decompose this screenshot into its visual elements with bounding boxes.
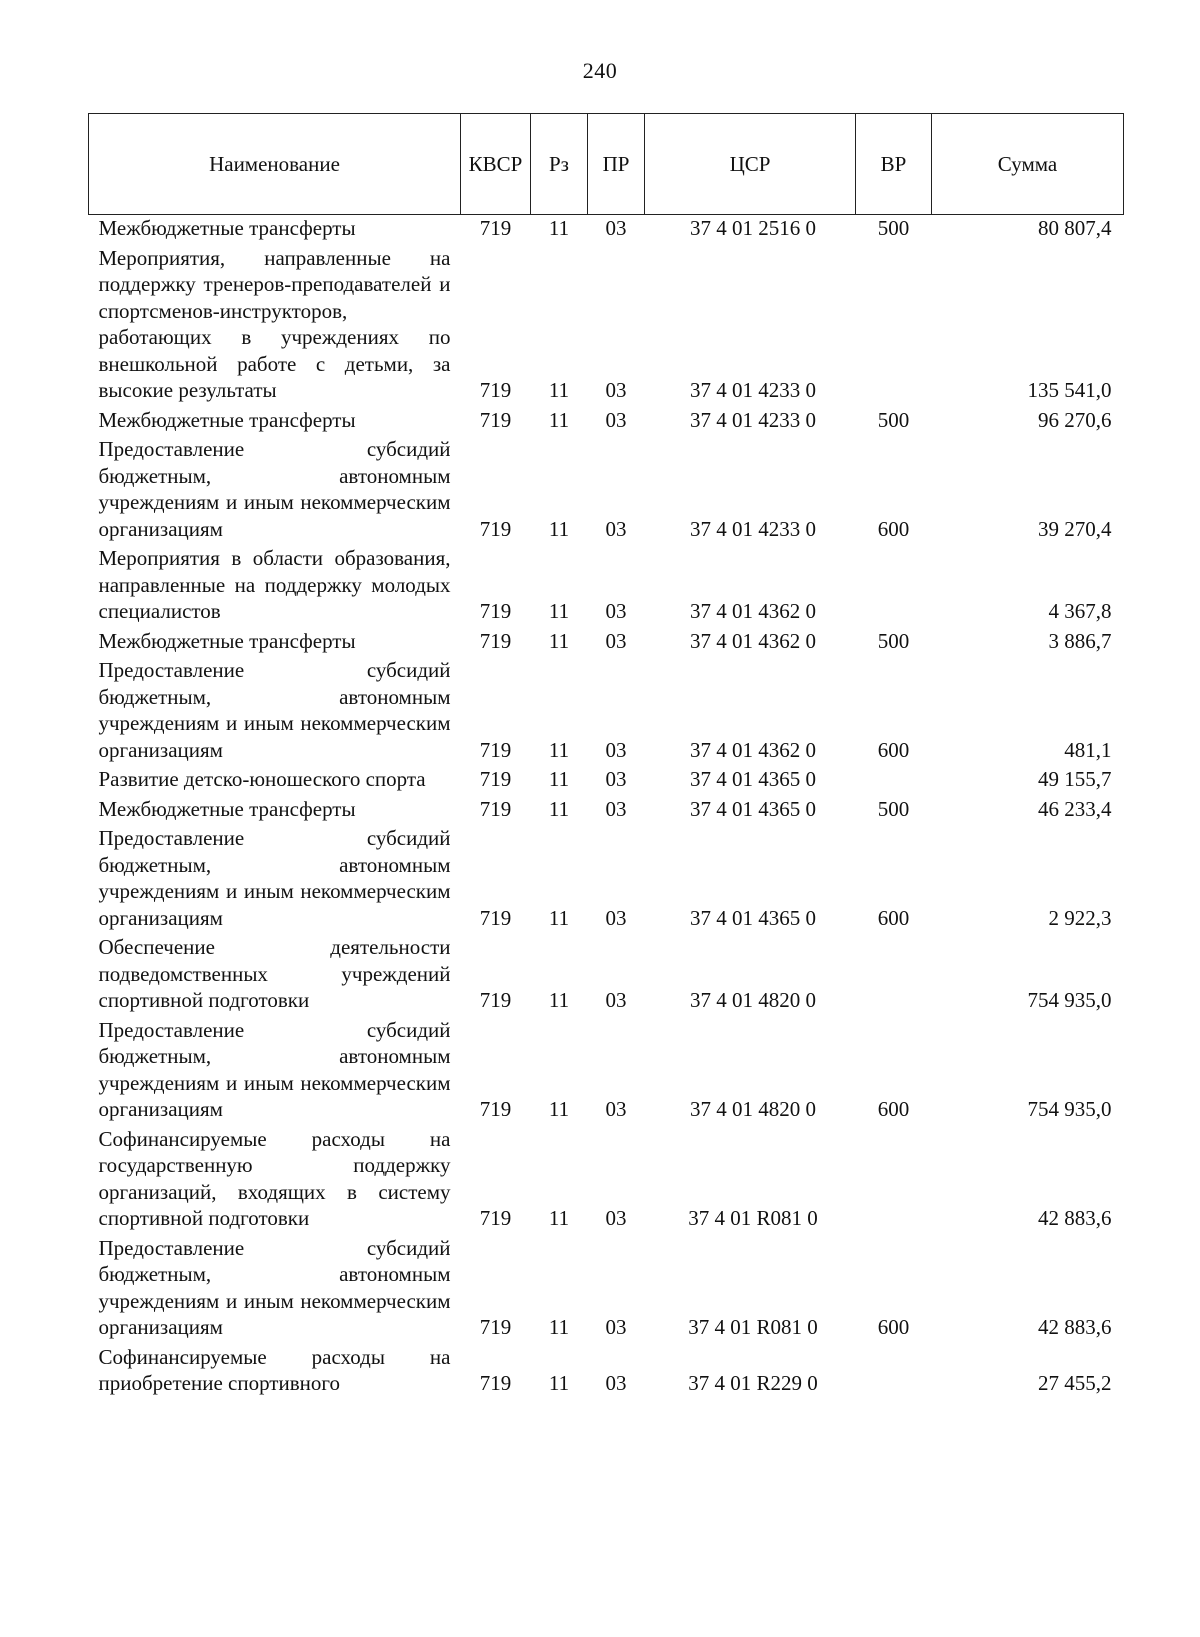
- cell-csr: 37 4 01 4362 0: [690, 599, 816, 623]
- cell-kvsr: 719: [479, 628, 512, 653]
- table-row: [89, 1017, 1124, 1126]
- cell-pr: 03: [605, 905, 627, 930]
- cell-sum: 754 935,0: [1027, 1097, 1112, 1121]
- cell-kvsr: 719: [479, 905, 512, 930]
- cell-csr: 37 4 01 4362 0: [690, 737, 816, 762]
- cell-name: Софинансируемые расходы на приобретение спортивного: [98, 1344, 451, 1395]
- header-rz: Рз: [531, 114, 588, 215]
- cell-name: Софинансируемые расходы на государственную поддержку организаций, входящих в систему спортивной подготовки: [98, 1126, 451, 1230]
- cell-vr: [856, 245, 932, 407]
- cell-kvsr: 719: [479, 216, 512, 240]
- cell-rz: 11: [548, 1206, 570, 1230]
- cell-vr: [856, 1344, 932, 1400]
- header-kvsr: КВСР: [461, 114, 531, 215]
- cell-vr: 500: [877, 796, 910, 821]
- cell-name: Развитие детско-юношеского спорта: [98, 767, 426, 791]
- cell-rz: 11: [548, 407, 570, 432]
- cell-name: Предоставление субсидий бюджетным, автономным учреждениям и иным некоммерческим организациям: [98, 1235, 451, 1339]
- cell-csr: 37 4 01 4365 0: [690, 796, 816, 821]
- cell-pr: 03: [605, 1371, 627, 1395]
- budget-table: [88, 113, 1124, 1400]
- cell-sum: 96 270,6: [1038, 407, 1112, 432]
- table-body: [89, 215, 1124, 1400]
- cell-kvsr: 719: [479, 737, 512, 762]
- header-sum: Сумма: [932, 114, 1124, 215]
- cell-pr: 03: [605, 737, 627, 762]
- cell-vr: 500: [877, 407, 910, 432]
- table-row: [89, 628, 1124, 658]
- cell-pr: 03: [605, 1315, 627, 1339]
- cell-rz: 11: [548, 796, 570, 821]
- cell-kvsr: 719: [479, 516, 512, 541]
- cell-sum: 3 886,7: [1048, 628, 1112, 653]
- cell-name: Предоставление субсидий бюджетным, автономным учреждениям и иным некоммерческим организациям: [98, 437, 451, 541]
- cell-name: Межбюджетные трансферты: [98, 216, 356, 240]
- cell-rz: 11: [548, 988, 570, 1012]
- table-row: [89, 825, 1124, 934]
- header-csr: ЦСР: [645, 114, 856, 215]
- cell-name: Обеспечение деятельности подведомственных учреждений спортивной подготовки: [98, 935, 451, 1012]
- cell-csr: 37 4 01 4233 0: [690, 407, 816, 432]
- cell-rz: 11: [548, 216, 570, 240]
- cell-pr: 03: [605, 1097, 627, 1121]
- cell-csr: 37 4 01 4820 0: [690, 988, 816, 1012]
- cell-vr: 500: [877, 216, 910, 240]
- cell-vr: 600: [877, 737, 910, 762]
- cell-rz: 11: [548, 378, 570, 402]
- cell-rz: 11: [548, 767, 570, 791]
- header-pr: ПР: [588, 114, 645, 215]
- cell-csr: 37 4 01 4362 0: [690, 628, 816, 653]
- cell-sum: 46 233,4: [1038, 796, 1112, 821]
- cell-vr: 600: [877, 1315, 910, 1339]
- cell-rz: 11: [548, 905, 570, 930]
- table-header: [89, 114, 1124, 215]
- table-row: [89, 1344, 1124, 1400]
- cell-pr: 03: [605, 988, 627, 1012]
- cell-sum: 27 455,2: [1038, 1371, 1112, 1395]
- cell-pr: 03: [605, 628, 627, 653]
- cell-name: Мероприятия, направленные на поддержку тренеров-преподавателей и спортсменов-инструкторов, работающих в учреждениях по внешкольной работе с детьми, за высокие результаты: [98, 245, 451, 402]
- cell-sum: 2 922,3: [1048, 905, 1112, 930]
- cell-kvsr: 719: [479, 1315, 512, 1339]
- cell-pr: 03: [605, 378, 627, 402]
- cell-name: Межбюджетные трансферты: [98, 407, 356, 432]
- cell-kvsr: 719: [479, 378, 512, 402]
- table-row: [89, 934, 1124, 1017]
- cell-sum: 39 270,4: [1038, 516, 1112, 541]
- cell-sum: 4 367,8: [1048, 599, 1112, 623]
- cell-vr: 600: [877, 905, 910, 930]
- cell-csr: 37 4 01 R081 0: [688, 1206, 818, 1230]
- table-row: [89, 215, 1124, 245]
- table-row: [89, 245, 1124, 407]
- table-row: [89, 545, 1124, 628]
- cell-kvsr: 719: [479, 407, 512, 432]
- cell-kvsr: 719: [479, 1097, 512, 1121]
- cell-kvsr: 719: [479, 767, 512, 791]
- table-row: [89, 407, 1124, 437]
- cell-csr: 37 4 01 4820 0: [690, 1097, 816, 1121]
- cell-sum: 135 541,0: [1027, 378, 1112, 402]
- cell-kvsr: 719: [479, 1371, 512, 1395]
- cell-rz: 11: [548, 628, 570, 653]
- cell-sum: 42 883,6: [1038, 1206, 1112, 1230]
- table-row: [89, 1235, 1124, 1344]
- cell-name: Предоставление субсидий бюджетным, автономным учреждениям и иным некоммерческим организациям: [98, 1017, 451, 1121]
- cell-kvsr: 719: [479, 599, 512, 623]
- cell-vr: 600: [877, 516, 910, 541]
- cell-rz: 11: [548, 599, 570, 623]
- cell-kvsr: 719: [479, 796, 512, 821]
- cell-pr: 03: [605, 216, 627, 240]
- cell-name: Предоставление субсидий бюджетным, автономным учреждениям и иным некоммерческим организациям: [98, 826, 451, 930]
- cell-sum: 42 883,6: [1038, 1315, 1112, 1339]
- cell-rz: 11: [548, 1097, 570, 1121]
- cell-pr: 03: [605, 796, 627, 821]
- cell-pr: 03: [605, 599, 627, 623]
- cell-vr: [856, 545, 932, 628]
- header-vr: ВР: [856, 114, 932, 215]
- cell-pr: 03: [605, 516, 627, 541]
- cell-sum: 49 155,7: [1038, 767, 1112, 791]
- cell-csr: 37 4 01 4365 0: [690, 905, 816, 930]
- cell-rz: 11: [548, 516, 570, 541]
- cell-pr: 03: [605, 1206, 627, 1230]
- cell-csr: 37 4 01 2516 0: [690, 216, 816, 240]
- page-number: 240: [582, 58, 618, 83]
- header-name: Наименование: [89, 114, 461, 215]
- cell-csr: 37 4 01 4233 0: [690, 516, 816, 541]
- cell-rz: 11: [548, 737, 570, 762]
- cell-vr: [856, 1126, 932, 1235]
- cell-sum: 754 935,0: [1027, 988, 1112, 1012]
- cell-sum: 80 807,4: [1038, 216, 1112, 240]
- cell-pr: 03: [605, 407, 627, 432]
- cell-csr: 37 4 01 4365 0: [690, 767, 816, 791]
- cell-sum: 481,1: [1064, 737, 1112, 762]
- cell-vr: 600: [877, 1097, 910, 1121]
- cell-csr: 37 4 01 R229 0: [688, 1371, 818, 1395]
- cell-pr: 03: [605, 767, 627, 791]
- table-row: [89, 1126, 1124, 1235]
- cell-vr: [856, 934, 932, 1017]
- table-row: [89, 436, 1124, 545]
- table-row: [89, 657, 1124, 766]
- cell-vr: [856, 766, 932, 796]
- cell-csr: 37 4 01 4233 0: [690, 378, 816, 402]
- cell-kvsr: 719: [479, 988, 512, 1012]
- cell-name: Мероприятия в области образования, направленные на поддержку молодых специалистов: [98, 546, 451, 623]
- table-row: [89, 796, 1124, 826]
- table-row: [89, 766, 1124, 796]
- cell-vr: 500: [877, 628, 910, 653]
- cell-name: Межбюджетные трансферты: [98, 628, 356, 653]
- cell-name: Предоставление субсидий бюджетным, автономным учреждениям и иным некоммерческим организациям: [98, 658, 451, 762]
- cell-csr: 37 4 01 R081 0: [688, 1315, 818, 1339]
- cell-name: Межбюджетные трансферты: [98, 796, 356, 821]
- cell-kvsr: 719: [479, 1206, 512, 1230]
- cell-rz: 11: [548, 1371, 570, 1395]
- cell-rz: 11: [548, 1315, 570, 1339]
